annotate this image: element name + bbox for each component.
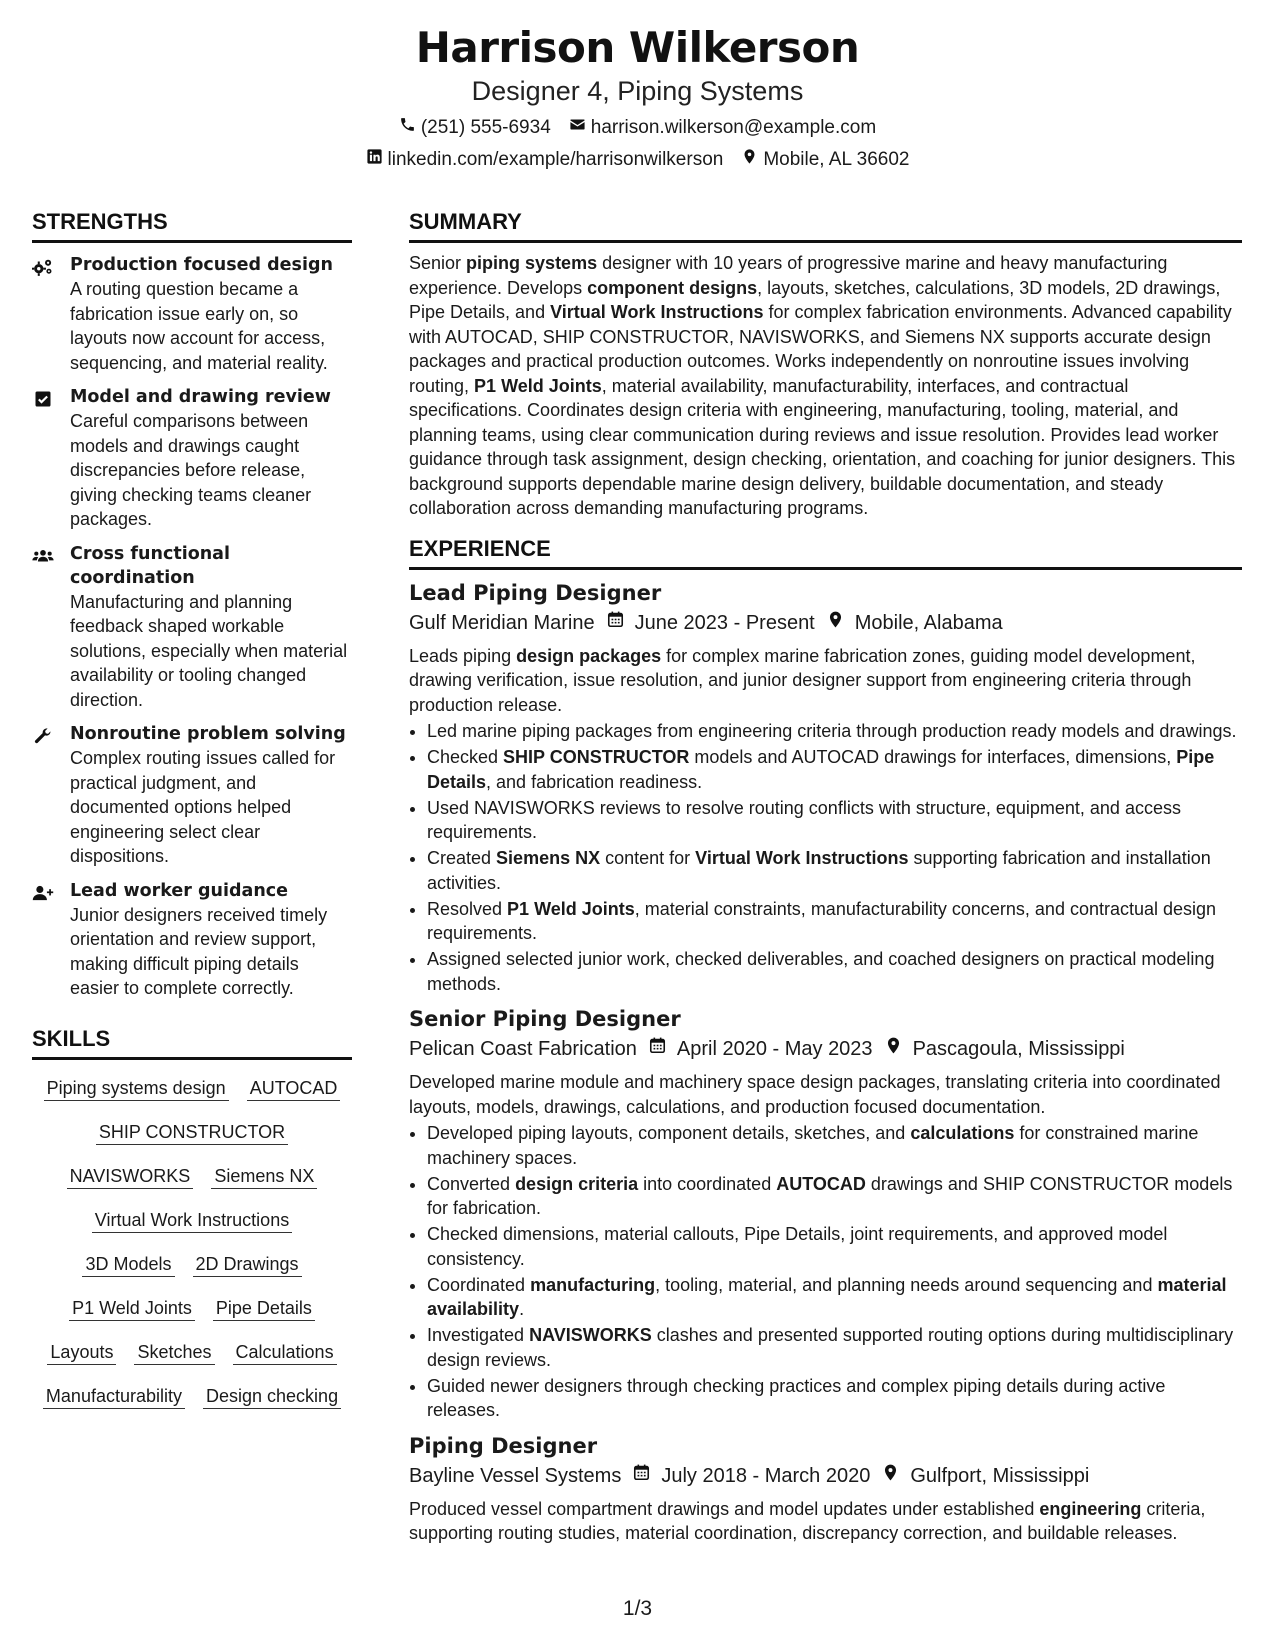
strength-item [32, 722, 352, 869]
bullet-item [427, 745, 1242, 794]
phone-contact [399, 116, 551, 140]
skill-tag: Virtual Work Instructions [92, 1208, 292, 1233]
bullet-item [427, 719, 1242, 744]
skill-tag: Calculations [233, 1340, 337, 1365]
candidate-name: Harrison Wilkerson [415, 23, 860, 72]
bold-text: design packages [516, 645, 662, 666]
skill-tag: Manufacturability [43, 1384, 185, 1409]
job-description [409, 644, 1242, 718]
text-segment: Led marine piping packages from engineering criteria through production ready models and drawings. [427, 721, 1237, 741]
bullet-item [427, 1273, 1242, 1322]
job-location [881, 1461, 1089, 1491]
text-segment: Developed marine module and machinery space design packages, translating criteria into coordinated layouts, models, drawings, calculations, and production focused documentation. [409, 1072, 1221, 1117]
skill-tag: Pipe Details [213, 1296, 315, 1321]
users-icon [32, 542, 56, 713]
linkedin-text[interactable]: linkedin.com/example/harrisonwilkerson [387, 149, 724, 170]
strength-body [70, 722, 352, 869]
skill-tag: P1 Weld Joints [69, 1296, 195, 1321]
skill-row [32, 1384, 352, 1409]
linkedin-icon [366, 148, 383, 172]
text-segment: Leads piping [409, 645, 517, 666]
job-bullets [409, 1121, 1242, 1423]
strength-title: Production focused design [70, 255, 333, 275]
skill-tag: Layouts [47, 1340, 116, 1365]
location-text: Mobile, AL 36602 [763, 149, 910, 170]
text-segment: Checked [427, 747, 504, 767]
strengths-heading: STRENGTHS [32, 208, 352, 243]
strength-item [32, 253, 352, 375]
bold-text: P1 Weld Joints [507, 898, 635, 919]
bullet-item [427, 1172, 1242, 1221]
skill-row [32, 1208, 352, 1233]
date-range: June 2023 - Present [634, 611, 815, 634]
text-segment: Coordinated [427, 1274, 531, 1295]
text-segment: . [519, 1299, 525, 1319]
strength-title: Nonroutine problem solving [70, 724, 346, 744]
text-segment: , tooling, material, and planning needs around sequencing and [655, 1274, 1158, 1295]
bold-text: design criteria [515, 1173, 639, 1194]
bold-text: engineering [1039, 1498, 1142, 1519]
text-segment: , layouts, sketches, calculations, 3D models, 2D drawings, Pipe Details, and [409, 277, 1221, 322]
page-number: 1/3 [622, 1597, 653, 1620]
strength-title: Lead worker guidance [70, 880, 289, 901]
strength-item [32, 385, 352, 532]
bold-text: Pipe Details [427, 747, 1215, 792]
job-description [409, 1070, 1242, 1119]
strength-description: Careful comparisons between models and drawings caught discrepancies before release, giving checking teams cleaner packages. [70, 411, 312, 529]
strength-body [70, 542, 352, 713]
location-text: Gulfport, Mississippi [910, 1464, 1090, 1487]
bullet-item [427, 1222, 1242, 1271]
date-range: July 2018 - March 2020 [661, 1464, 871, 1487]
text-segment: Used NAVISWORKS reviews to resolve routing conflicts with structure, equipment, and access requirements. [427, 797, 1181, 842]
company-name: Pelican Coast Fabrication [409, 1038, 637, 1060]
email-text[interactable]: harrison.wilkerson@example.com [590, 117, 877, 138]
wrench-icon [32, 722, 56, 869]
job-dates [606, 608, 815, 638]
bullet-item [427, 796, 1242, 845]
text-segment: Created [427, 848, 497, 868]
job-description [409, 1497, 1242, 1546]
envelope-icon [569, 116, 586, 140]
skill-tag: 2D Drawings [193, 1252, 302, 1277]
calendar-icon [648, 1034, 667, 1064]
skill-tag: SHIP CONSTRUCTOR [96, 1120, 288, 1145]
contact-line-1 [0, 116, 1275, 140]
text-segment: Checked dimensions, material callouts, Pipe Details, joint requirements, and approved model consistency. [427, 1224, 1168, 1269]
text-segment: for complex marine fabrication zones, guiding model development, drawing verification, issue resolution, and junior designer support from engineering criteria through production release. [409, 645, 1196, 715]
job-entry [409, 578, 1242, 997]
map-pin-icon [881, 1461, 900, 1491]
bullet-item [427, 1121, 1242, 1170]
linkedin-contact[interactable] [366, 148, 724, 172]
bold-text: Siemens NX [496, 848, 601, 868]
job-list [409, 578, 1242, 1546]
strengths-list [32, 253, 352, 1001]
location-text: Pascagoula, Mississippi [912, 1038, 1125, 1060]
bold-text: AUTOCAD [776, 1173, 866, 1194]
calendar-icon [632, 1461, 651, 1491]
skill-row [32, 1164, 352, 1189]
job-dates [648, 1034, 873, 1064]
strength-description: Complex routing issues called for practical judgment, and documented options helped engineering select clear dispositions. [70, 748, 336, 866]
bold-text: P1 Weld Joints [474, 375, 602, 396]
strength-body [70, 253, 352, 375]
job-meta [409, 1034, 1242, 1064]
text-segment: Investigated [427, 1325, 530, 1345]
skill-tag: Design checking [203, 1384, 341, 1409]
skill-row [32, 1076, 352, 1101]
job-location [884, 1034, 1125, 1064]
text-segment: Senior [409, 253, 467, 273]
job-title: Piping Designer [409, 1433, 598, 1458]
text-segment: , material availability, manufacturability, interfaces, and contractual specifications. Coordinates design criteria with engineering, manufacturing, tooling, material, and planning teams, using clear communication during reviews and issue resolution. Provides lead worker guidance through task assignment, design checking, orientation, and coaching for junior designers. This background supports dependable marine design delivery, buildable documentation, and steady collaboration across demanding manufacturing programs. [409, 375, 1236, 518]
job-entry [409, 1004, 1242, 1423]
experience-heading: EXPERIENCE [409, 535, 1242, 570]
checkbox-icon [32, 385, 56, 532]
skills-heading: SKILLS [32, 1025, 352, 1060]
text-segment: drawings and SHIP CONSTRUCTOR models for fabrication. [427, 1173, 1233, 1218]
skill-tag: NAVISWORKS [67, 1164, 194, 1189]
job-title: Senior Piping Designer [409, 1007, 681, 1031]
strength-title: Cross functional coordination [70, 543, 230, 588]
text-segment: for constrained marine machinery spaces. [427, 1123, 1199, 1168]
company-name: Bayline Vessel Systems [409, 1464, 622, 1487]
summary-text [409, 251, 1242, 521]
phone-text: (251) 555-6934 [420, 117, 551, 138]
gears-icon [32, 253, 56, 375]
calendar-icon [606, 608, 625, 638]
skill-row [32, 1340, 352, 1365]
skill-row [32, 1252, 352, 1277]
bold-text: piping systems [466, 253, 598, 273]
bold-text: manufacturing [530, 1274, 656, 1295]
job-entry [409, 1431, 1242, 1546]
skill-tag: Piping systems design [44, 1076, 229, 1101]
skill-tag: 3D Models [82, 1252, 174, 1277]
phone-icon [399, 116, 416, 140]
strength-item [32, 542, 352, 713]
bold-text: material availability [427, 1274, 1227, 1319]
text-segment: , material constraints, manufacturability concerns, and contractual design requirements. [427, 898, 1217, 943]
skill-tag: AUTOCAD [247, 1076, 341, 1101]
skill-row [32, 1296, 352, 1321]
right-column [409, 208, 1242, 1546]
bold-text: Virtual Work Instructions [550, 302, 764, 322]
contact-line-2 [0, 148, 1275, 172]
strength-body [70, 385, 352, 532]
bullet-item [427, 1323, 1242, 1372]
bullet-item [427, 1374, 1242, 1423]
skill-tag: Sketches [134, 1340, 214, 1365]
job-dates [632, 1461, 870, 1491]
bold-text: Virtual Work Instructions [695, 848, 909, 868]
left-column [32, 208, 352, 1428]
bold-text: component designs [587, 277, 758, 298]
text-segment: Assigned selected junior work, checked deliverables, and coached designers on practical modeling methods. [427, 949, 1215, 994]
text-segment: for complex fabrication environments. Advanced capability with AUTOCAD, SHIP CONSTRUCTOR, NAVISWORKS, and Siemens NX supports accurate design packages and practical production outcomes. Works independently on nonroutine issues involving routing, [409, 302, 1232, 396]
email-contact[interactable] [569, 116, 876, 140]
text-segment: models and AUTOCAD drawings for interfaces, dimensions, [689, 747, 1177, 767]
candidate-title: Designer 4, Piping Systems [471, 76, 804, 106]
job-bullets [409, 719, 1242, 996]
map-pin-icon [826, 608, 845, 638]
strength-item [32, 879, 352, 1001]
job-location [826, 608, 1003, 638]
location-text: Mobile, Alabama [854, 611, 1003, 634]
strength-description: A routing question became a fabrication issue early on, so layouts now account for access, sequencing, and material reality. [70, 279, 328, 373]
summary-heading: SUMMARY [409, 208, 1242, 243]
text-segment: supporting fabrication and installation activities. [427, 848, 1211, 893]
text-segment: clashes and presented supported routing options during multidisciplinary design reviews. [427, 1325, 1234, 1370]
skill-row [32, 1120, 352, 1145]
user-plus-icon [32, 879, 56, 1001]
text-segment: , and fabrication readiness. [486, 771, 703, 792]
date-range: April 2020 - May 2023 [676, 1038, 873, 1060]
text-segment: Converted [427, 1173, 516, 1194]
text-segment: Guided newer designers through checking practices and complex piping details during active releases. [427, 1375, 1166, 1420]
bullet-item [427, 846, 1242, 895]
text-segment: Resolved [427, 898, 508, 919]
strength-body [70, 879, 352, 1001]
skill-tag: Siemens NX [211, 1164, 317, 1189]
bold-text: NAVISWORKS [529, 1325, 652, 1345]
text-segment: into coordinated [638, 1173, 777, 1194]
job-title: Lead Piping Designer [409, 580, 662, 605]
job-meta [409, 1461, 1242, 1491]
bold-text: calculations [910, 1123, 1015, 1143]
strength-title: Model and drawing review [70, 387, 331, 407]
bullet-item [427, 897, 1242, 946]
bullet-item [427, 947, 1242, 996]
strength-description: Manufacturing and planning feedback shaped workable solutions, especially when material availability or tooling changed direction. [70, 591, 348, 710]
skills-list [32, 1076, 352, 1409]
skills-section [32, 1025, 352, 1409]
text-segment: criteria, supporting routing studies, material coordination, discrepancy correction, and buildable releases. [409, 1498, 1206, 1543]
strength-description: Junior designers received timely orientation and review support, making difficult piping details easier to complete correctly. [70, 904, 328, 998]
text-segment: content for [600, 848, 696, 868]
resume-header [0, 0, 1275, 172]
job-meta [409, 608, 1242, 638]
text-segment: designer with 10 years of progressive marine and heavy manufacturing experience. Develops [409, 253, 1168, 298]
bold-text: SHIP CONSTRUCTOR [503, 747, 690, 767]
text-segment: Developed piping layouts, component details, sketches, and [427, 1123, 911, 1143]
experience-section [409, 535, 1242, 1546]
location-contact [741, 148, 909, 172]
company-name: Gulf Meridian Marine [409, 611, 595, 634]
text-segment: Produced vessel compartment drawings and model updates under established [409, 1498, 1040, 1519]
map-pin-icon [741, 148, 758, 172]
map-pin-icon [884, 1034, 903, 1064]
